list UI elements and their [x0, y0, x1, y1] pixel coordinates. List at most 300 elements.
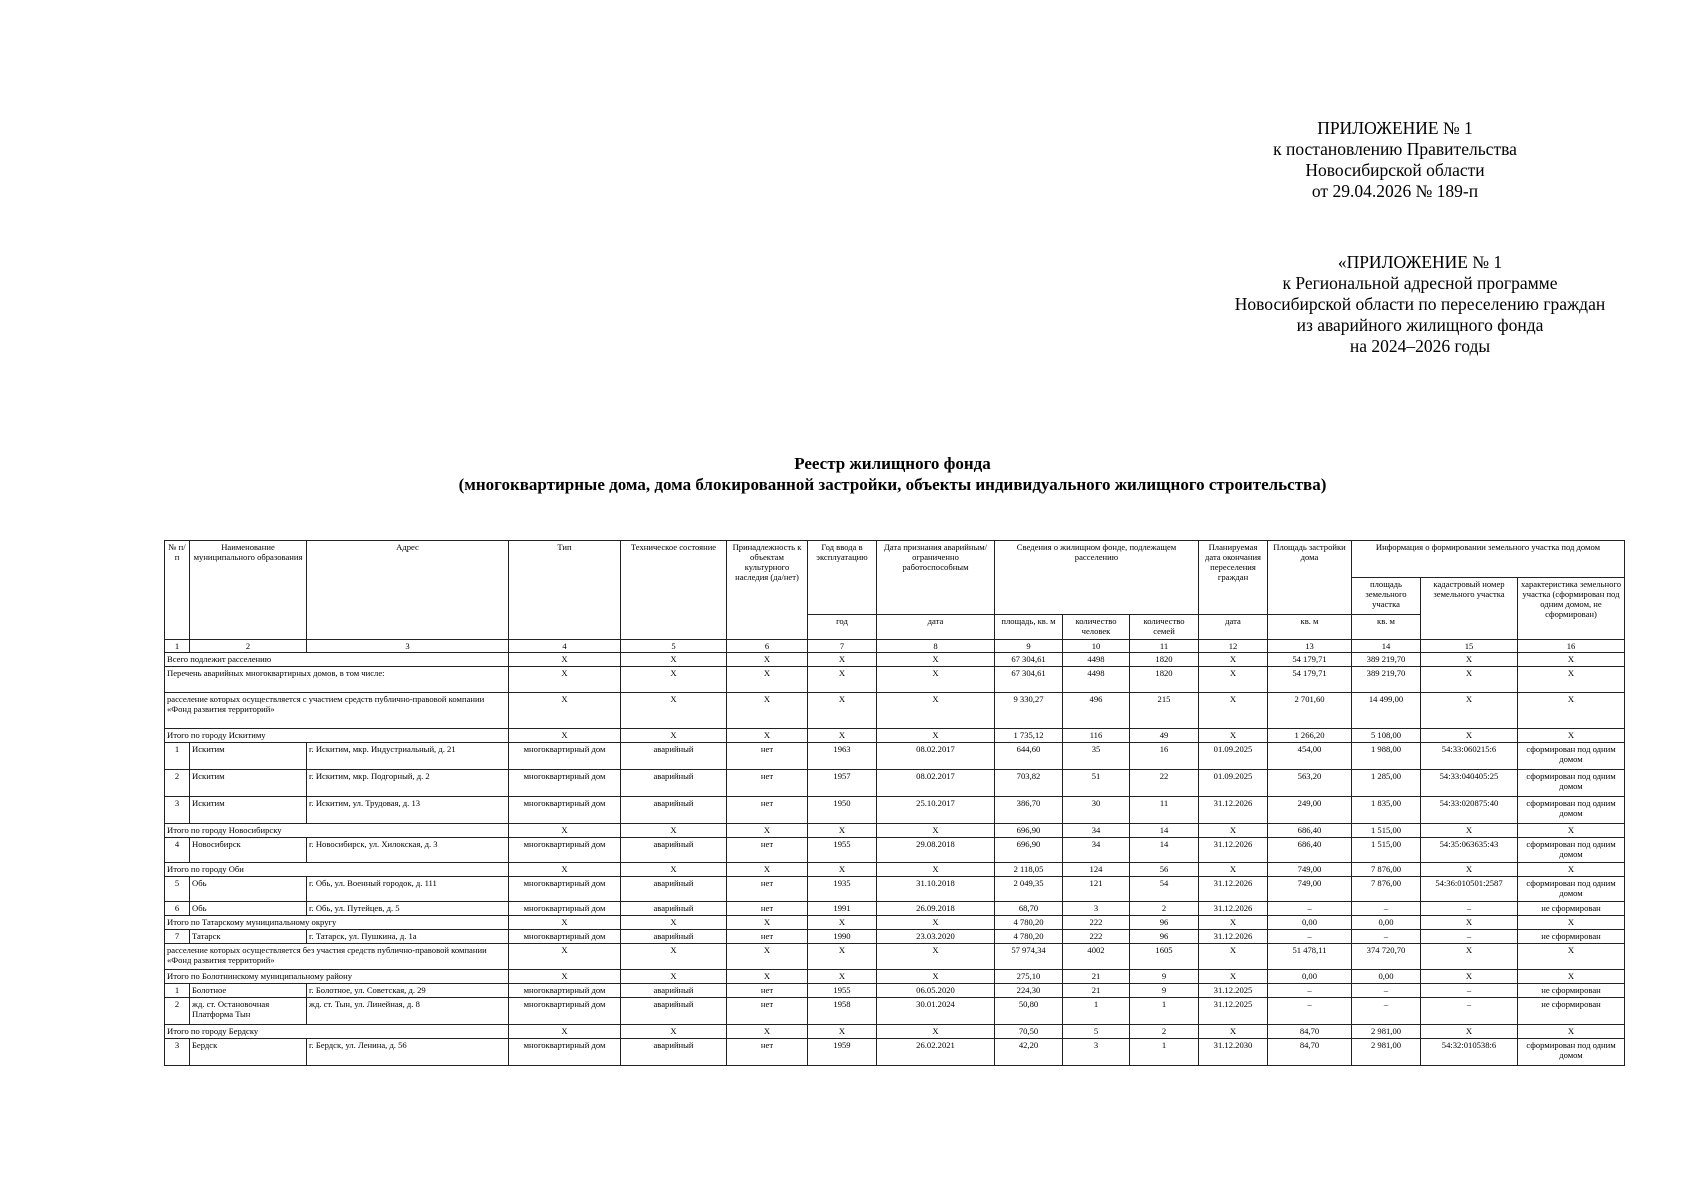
table-cell: 3 — [1063, 1039, 1130, 1066]
table-cell: 51 — [1063, 770, 1130, 797]
table-cell: X — [621, 653, 727, 667]
summary-label: расселение которых осуществляется без участия средств публично-правовой компании «Фонд развития территорий» — [165, 944, 509, 970]
table-cell: X — [808, 1025, 877, 1039]
table-cell: X — [509, 970, 621, 984]
table-cell: Искитим — [190, 743, 307, 770]
table-cell: X — [1199, 944, 1268, 970]
table-cell: X — [808, 653, 877, 667]
summary-label: Итого по Татарскому муниципальному округу — [165, 916, 509, 930]
table-cell: X — [1199, 667, 1268, 693]
table-row — [165, 984, 1625, 998]
table-cell: 386,70 — [995, 797, 1063, 824]
table-cell: X — [727, 916, 808, 930]
table-cell: 67 304,61 — [995, 667, 1063, 693]
table-cell: 96 — [1130, 916, 1199, 930]
summary-label: Итого по городу Искитиму — [165, 729, 509, 743]
table-cell: 1 988,00 — [1352, 743, 1421, 770]
summary-label: Перечень аварийных многоквартирных домов, в том числе: — [165, 667, 509, 693]
table-cell: X — [877, 916, 995, 930]
table-cell: многоквартирный дом — [509, 743, 621, 770]
table-cell: 1 835,00 — [1352, 797, 1421, 824]
table-cell: сформирован под одним домом — [1518, 1039, 1625, 1066]
table-cell: аварийный — [621, 838, 727, 863]
appendix-header — [1220, 118, 1570, 202]
table-cell: 1 515,00 — [1352, 838, 1421, 863]
column-number: 6 — [727, 640, 808, 653]
table-cell: 54:36:010501:2587 — [1421, 877, 1518, 902]
table-cell: 703,82 — [995, 770, 1063, 797]
table-cell: 21 — [1063, 970, 1130, 984]
table-cell: X — [621, 944, 727, 970]
column-number: 7 — [808, 640, 877, 653]
column-number: 3 — [307, 640, 509, 653]
table-cell: X — [1421, 944, 1518, 970]
table-cell: 9 — [1130, 984, 1199, 998]
table-cell: 215 — [1130, 693, 1199, 729]
table-cell: 51 478,11 — [1268, 944, 1352, 970]
table-cell: 116 — [1063, 729, 1130, 743]
col-header-heritage: Принадлежность к объектам культурного наследия (да/нет) — [727, 541, 808, 640]
table-cell: нет — [727, 770, 808, 797]
table-cell: Новосибирск — [190, 838, 307, 863]
table-row — [165, 1039, 1625, 1066]
summary-row — [165, 729, 1625, 743]
summary-row — [165, 824, 1625, 838]
table-cell: 1950 — [808, 797, 877, 824]
table-cell: X — [808, 667, 877, 693]
col-header-cadastral-number: кадастровый номер земельного участка — [1421, 578, 1518, 640]
table-cell: X — [621, 729, 727, 743]
table-cell: X — [1421, 1025, 1518, 1039]
table-cell: 84,70 — [1268, 1025, 1352, 1039]
table-cell: 1 — [165, 743, 190, 770]
summary-label: Итого по городу Оби — [165, 863, 509, 877]
table-cell: 31.12.2025 — [1199, 998, 1268, 1025]
table-cell: 4002 — [1063, 944, 1130, 970]
table-cell: 16 — [1130, 743, 1199, 770]
table-cell: 31.12.2026 — [1199, 902, 1268, 916]
table-cell: 50,80 — [995, 998, 1063, 1025]
table-cell: нет — [727, 877, 808, 902]
table-cell: X — [727, 653, 808, 667]
program-appendix-header — [1190, 252, 1650, 357]
table-cell: 9 — [1130, 970, 1199, 984]
column-number: 14 — [1352, 640, 1421, 653]
col-header-municipality: Наименование муниципального образования — [190, 541, 307, 640]
table-cell: 3 — [165, 1039, 190, 1066]
table-cell: аварийный — [621, 770, 727, 797]
table-cell: 08.02.2017 — [877, 743, 995, 770]
table-cell: X — [1421, 667, 1518, 693]
table-cell: 222 — [1063, 930, 1130, 944]
table-cell: 54:33:060215:6 — [1421, 743, 1518, 770]
table-cell: 5 — [1063, 1025, 1130, 1039]
appendix-line: ПРИЛОЖЕНИЕ № 1 — [1317, 118, 1473, 138]
table-row — [165, 930, 1625, 944]
table-cell: 11 — [1130, 797, 1199, 824]
summary-row — [165, 1025, 1625, 1039]
table-row — [165, 743, 1625, 770]
table-cell: X — [621, 693, 727, 729]
table-cell: X — [727, 863, 808, 877]
table-cell: 01.09.2025 — [1199, 743, 1268, 770]
table-cell: 2 — [165, 770, 190, 797]
table-cell: 1605 — [1130, 944, 1199, 970]
table-cell: не сформирован — [1518, 930, 1625, 944]
table-cell: многоквартирный дом — [509, 838, 621, 863]
table-cell: 54:35:063635:43 — [1421, 838, 1518, 863]
table-cell: г. Бердск, ул. Ленина, д. 56 — [307, 1039, 509, 1066]
table-cell: 6 — [165, 902, 190, 916]
table-cell: 2 701,60 — [1268, 693, 1352, 729]
table-cell: 30 — [1063, 797, 1130, 824]
table-row — [165, 838, 1625, 863]
col-header-type: Тип — [509, 541, 621, 640]
table-cell: – — [1268, 998, 1352, 1025]
table-cell: X — [621, 916, 727, 930]
table-cell: 1955 — [808, 984, 877, 998]
table-cell: 08.02.2017 — [877, 770, 995, 797]
summary-row — [165, 653, 1625, 667]
program-appendix-line: Новосибирской области по переселению граждан — [1234, 294, 1606, 314]
column-number: 16 — [1518, 640, 1625, 653]
table-cell: 2 — [165, 998, 190, 1025]
table-cell: – — [1421, 984, 1518, 998]
table-cell: X — [621, 970, 727, 984]
table-cell: 30.01.2024 — [877, 998, 995, 1025]
table-cell: г. Обь, ул. Военный городок, д. 111 — [307, 877, 509, 902]
table-cell: X — [727, 970, 808, 984]
summary-label: Всего подлежит расселению — [165, 653, 509, 667]
table-cell: 22 — [1130, 770, 1199, 797]
column-number: 1 — [165, 640, 190, 653]
table-cell: X — [808, 970, 877, 984]
table-cell: 1935 — [808, 877, 877, 902]
table-cell: X — [877, 667, 995, 693]
table-cell: X — [509, 1025, 621, 1039]
table-cell: 1 — [165, 984, 190, 998]
col-header-housing-info: Сведения о жилищном фонде, подлежащем расселению — [995, 541, 1199, 615]
summary-row — [165, 693, 1625, 729]
table-cell: – — [1352, 984, 1421, 998]
table-row — [165, 797, 1625, 824]
table-cell: X — [877, 863, 995, 877]
table-cell: не сформирован — [1518, 902, 1625, 916]
table-cell: X — [1421, 729, 1518, 743]
table-cell: 54 179,71 — [1268, 653, 1352, 667]
table-cell: X — [727, 667, 808, 693]
summary-row — [165, 916, 1625, 930]
table-cell: X — [509, 944, 621, 970]
table-cell: X — [1421, 653, 1518, 667]
table-cell: 4 780,20 — [995, 916, 1063, 930]
appendix-line: к постановлению Правительства — [1273, 139, 1517, 159]
table-cell: 1959 — [808, 1039, 877, 1066]
table-cell: Обь — [190, 902, 307, 916]
table-cell: 54:32:010538:6 — [1421, 1039, 1518, 1066]
table-cell: – — [1352, 930, 1421, 944]
table-cell: 454,00 — [1268, 743, 1352, 770]
table-cell: – — [1268, 902, 1352, 916]
column-number: 15 — [1421, 640, 1518, 653]
table-cell: X — [727, 1025, 808, 1039]
summary-row — [165, 863, 1625, 877]
table-cell: сформирован под одним домом — [1518, 770, 1625, 797]
table-cell: 14 — [1130, 824, 1199, 838]
table-cell: 1955 — [808, 838, 877, 863]
summary-label: расселение которых осуществляется с участием средств публично-правовой компании «Фонд развития территорий» — [165, 693, 509, 729]
column-number: 9 — [995, 640, 1063, 653]
table-cell: 3 — [165, 797, 190, 824]
column-number: 4 — [509, 640, 621, 653]
table-cell: 0,00 — [1352, 916, 1421, 930]
unit-families: количество семей — [1130, 615, 1199, 640]
table-cell: Татарск — [190, 930, 307, 944]
table-cell: – — [1421, 998, 1518, 1025]
column-numbers-row — [165, 640, 1625, 653]
table-row — [165, 877, 1625, 902]
table-cell: многоквартирный дом — [509, 998, 621, 1025]
table-cell: 7 876,00 — [1352, 877, 1421, 902]
table-cell: 1820 — [1130, 653, 1199, 667]
table-cell: Искитим — [190, 797, 307, 824]
table-cell: 0,00 — [1352, 970, 1421, 984]
table-cell: нет — [727, 930, 808, 944]
table-cell: X — [509, 693, 621, 729]
table-cell: 4 — [165, 838, 190, 863]
table-cell: 56 — [1130, 863, 1199, 877]
table-cell: 1 266,20 — [1268, 729, 1352, 743]
program-appendix-line: «ПРИЛОЖЕНИЕ № 1 — [1337, 252, 1503, 272]
table-cell: 2 — [1130, 902, 1199, 916]
col-header-condition: Техническое состояние — [621, 541, 727, 640]
table-cell: г. Искитим, мкр. Подгорный, д. 2 — [307, 770, 509, 797]
table-cell: 54:33:020875:40 — [1421, 797, 1518, 824]
table-cell: нет — [727, 838, 808, 863]
table-cell: 54 — [1130, 877, 1199, 902]
table-cell: X — [727, 944, 808, 970]
table-cell: 2 049,35 — [995, 877, 1063, 902]
table-cell: многоквартирный дом — [509, 877, 621, 902]
table-cell: X — [808, 916, 877, 930]
table-cell: X — [727, 824, 808, 838]
table-cell: 2 981,00 — [1352, 1039, 1421, 1066]
table-cell: 0,00 — [1268, 916, 1352, 930]
table-cell: 31.10.2018 — [877, 877, 995, 902]
table-cell: X — [509, 863, 621, 877]
unit-people: количество человек — [1063, 615, 1130, 640]
table-cell: X — [808, 863, 877, 877]
table-row — [165, 770, 1625, 797]
table-cell: многоквартирный дом — [509, 1039, 621, 1066]
table-cell: 496 — [1063, 693, 1130, 729]
table-cell: X — [727, 729, 808, 743]
table-cell: X — [877, 693, 995, 729]
table-cell: Искитим — [190, 770, 307, 797]
table-cell: 96 — [1130, 930, 1199, 944]
table-cell: нет — [727, 984, 808, 998]
table-cell: 01.09.2025 — [1199, 770, 1268, 797]
table-cell: 1958 — [808, 998, 877, 1025]
table-cell: 2 — [1130, 1025, 1199, 1039]
table-cell: 14 — [1130, 838, 1199, 863]
appendix-line: от 29.04.2026 № 189-п — [1311, 181, 1479, 201]
table-cell: X — [1199, 863, 1268, 877]
table-cell: 2 118,05 — [995, 863, 1063, 877]
table-cell: 5 108,00 — [1352, 729, 1421, 743]
table-cell: 31.12.2026 — [1199, 838, 1268, 863]
table-cell: многоквартирный дом — [509, 930, 621, 944]
col-header-land-plot-info: Информация о формировании земельного участка под домом — [1352, 541, 1625, 578]
table-cell: 389 219,70 — [1352, 653, 1421, 667]
table-cell: 06.05.2020 — [877, 984, 995, 998]
table-cell: жд. ст. Тын, ул. Линейная, д. 8 — [307, 998, 509, 1025]
table-cell: 4 780,20 — [995, 930, 1063, 944]
table-cell: – — [1268, 930, 1352, 944]
table-cell: аварийный — [621, 877, 727, 902]
col-header-address: Адрес — [307, 541, 509, 640]
program-appendix-line: на 2024–2026 годы — [1349, 336, 1491, 356]
table-cell: 31.12.2026 — [1199, 930, 1268, 944]
unit-building-area: кв. м — [1268, 615, 1352, 640]
unit-plot-area: кв. м — [1352, 615, 1421, 640]
document-subtitle: (многоквартирные дома, дома блокированной застройки, объекты индивидуального жилищного строительства) — [458, 475, 1327, 494]
table-cell: 31.12.2025 — [1199, 984, 1268, 998]
table-cell: – — [1421, 902, 1518, 916]
table-cell: 224,30 — [995, 984, 1063, 998]
table-cell: многоквартирный дом — [509, 984, 621, 998]
table-cell: 54:33:040405:25 — [1421, 770, 1518, 797]
table-cell: X — [1199, 693, 1268, 729]
col-header-number: № п/п — [165, 541, 190, 640]
table-cell: X — [1421, 693, 1518, 729]
table-cell: 686,40 — [1268, 824, 1352, 838]
table-cell: 67 304,61 — [995, 653, 1063, 667]
table-cell: 563,20 — [1268, 770, 1352, 797]
table-cell: 68,70 — [995, 902, 1063, 916]
table-cell: X — [1518, 970, 1625, 984]
table-cell: сформирован под одним домом — [1518, 743, 1625, 770]
table-cell: аварийный — [621, 930, 727, 944]
column-number: 13 — [1268, 640, 1352, 653]
table-cell: 26.09.2018 — [877, 902, 995, 916]
table-cell: X — [877, 970, 995, 984]
table-cell: 31.12.2026 — [1199, 877, 1268, 902]
table-cell: 1957 — [808, 770, 877, 797]
table-cell: 25.10.2017 — [877, 797, 995, 824]
table-cell: X — [727, 693, 808, 729]
table-cell: 49 — [1130, 729, 1199, 743]
table-cell: X — [808, 824, 877, 838]
table-cell: Болотное — [190, 984, 307, 998]
table-cell: 1 — [1063, 998, 1130, 1025]
table-cell: X — [509, 916, 621, 930]
table-cell: 26.02.2021 — [877, 1039, 995, 1066]
table-cell: 31.12.2030 — [1199, 1039, 1268, 1066]
table-cell: 1990 — [808, 930, 877, 944]
table-cell: г. Болотное, ул. Советская, д. 29 — [307, 984, 509, 998]
summary-label: Итого по городу Бердску — [165, 1025, 509, 1039]
table-cell: X — [1518, 824, 1625, 838]
table-cell: X — [1421, 916, 1518, 930]
table-cell: X — [509, 653, 621, 667]
table-cell: X — [1421, 970, 1518, 984]
table-cell: X — [509, 667, 621, 693]
table-cell: X — [1199, 970, 1268, 984]
table-cell: X — [1199, 824, 1268, 838]
table-cell: X — [877, 944, 995, 970]
table-cell: X — [808, 944, 877, 970]
table-cell: аварийный — [621, 984, 727, 998]
table-cell: X — [877, 1025, 995, 1039]
col-header-planned-date: Планируемая дата окончания переселения граждан — [1199, 541, 1268, 615]
table-cell: X — [621, 1025, 727, 1039]
table-cell: 42,20 — [995, 1039, 1063, 1066]
col-header-building-area: Площадь застройки дома — [1268, 541, 1352, 615]
appendix-line: Новосибирской области — [1305, 160, 1485, 180]
table-cell: – — [1352, 998, 1421, 1025]
table-cell: X — [1199, 1025, 1268, 1039]
table-cell: 124 — [1063, 863, 1130, 877]
table-cell: X — [1199, 916, 1268, 930]
unit-year: год — [808, 615, 877, 640]
table-cell: 4498 — [1063, 653, 1130, 667]
table-cell: 2 981,00 — [1352, 1025, 1421, 1039]
table-cell: X — [877, 824, 995, 838]
table-cell: 4498 — [1063, 667, 1130, 693]
table-cell: 1991 — [808, 902, 877, 916]
table-cell: 34 — [1063, 824, 1130, 838]
col-header-plot-characteristic: характеристика земельного участка (сформирован под одним домом, не сформирован) — [1518, 578, 1625, 640]
table-cell: 749,00 — [1268, 863, 1352, 877]
col-header-emergency-date: Дата признания аварийным/ограниченно работоспособным — [877, 541, 995, 615]
table-cell: X — [1518, 1025, 1625, 1039]
table-cell: X — [808, 693, 877, 729]
table-cell: 70,50 — [995, 1025, 1063, 1039]
table-cell: X — [1421, 863, 1518, 877]
table-cell: сформирован под одним домом — [1518, 838, 1625, 863]
table-cell: X — [1199, 729, 1268, 743]
column-number: 12 — [1199, 640, 1268, 653]
table-cell: нет — [727, 797, 808, 824]
table-cell: 249,00 — [1268, 797, 1352, 824]
table-cell: аварийный — [621, 1039, 727, 1066]
table-cell: – — [1268, 984, 1352, 998]
table-cell: 389 219,70 — [1352, 667, 1421, 693]
table-cell: Обь — [190, 877, 307, 902]
column-number: 10 — [1063, 640, 1130, 653]
table-cell: 57 974,34 — [995, 944, 1063, 970]
table-cell: 7 876,00 — [1352, 863, 1421, 877]
table-cell: 0,00 — [1268, 970, 1352, 984]
table-cell: 31.12.2026 — [1199, 797, 1268, 824]
table-cell: X — [621, 863, 727, 877]
table-cell: 14 499,00 — [1352, 693, 1421, 729]
column-number: 11 — [1130, 640, 1199, 653]
unit-planned-date: дата — [1199, 615, 1268, 640]
table-cell: 121 — [1063, 877, 1130, 902]
table-cell: 1 285,00 — [1352, 770, 1421, 797]
table-cell: X — [509, 824, 621, 838]
table-cell: 7 — [165, 930, 190, 944]
table-cell: X — [621, 824, 727, 838]
table-cell: многоквартирный дом — [509, 797, 621, 824]
table-cell: 374 720,70 — [1352, 944, 1421, 970]
housing-registry-table — [164, 540, 1625, 1066]
table-cell: многоквартирный дом — [509, 770, 621, 797]
table-cell: 21 — [1063, 984, 1130, 998]
table-cell: X — [621, 667, 727, 693]
